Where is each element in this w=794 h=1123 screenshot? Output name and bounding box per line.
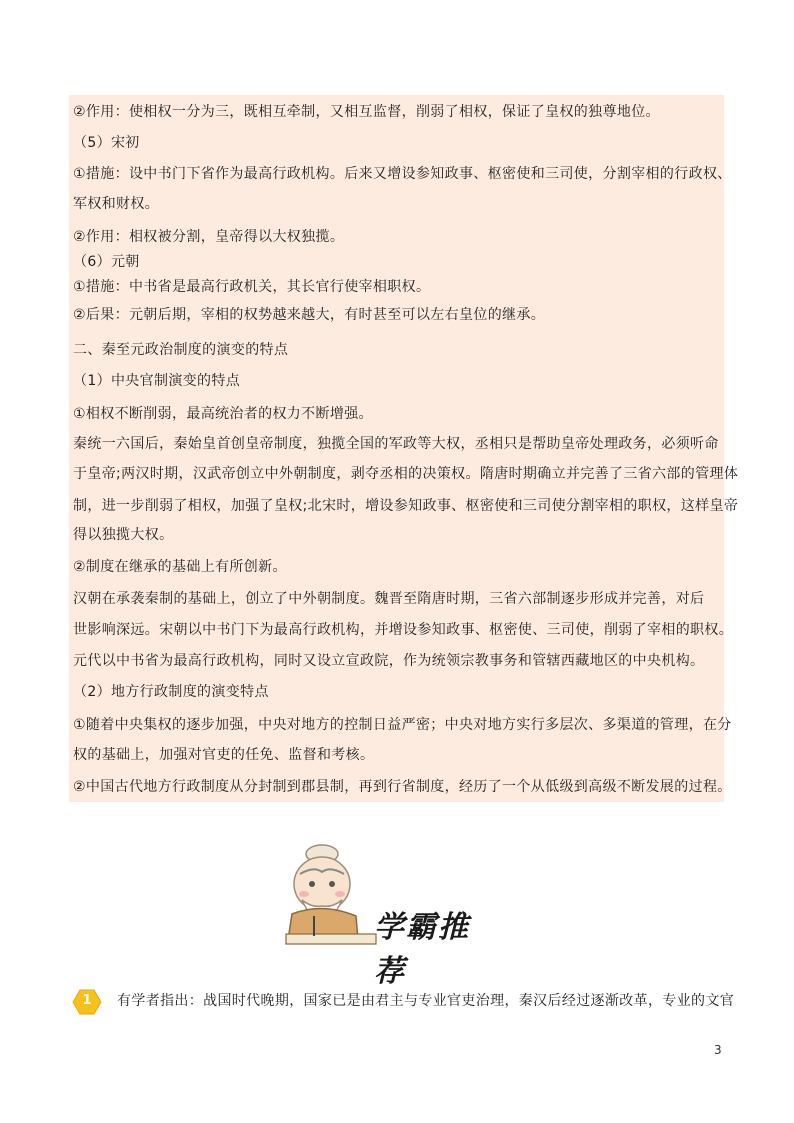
text-line: ①措施：设中书门下省作为最高行政机构。后来又增设参知政事、枢密使和三司使，分割宰相的行政权、 (73, 166, 732, 182)
subheading: （6）元朝 (73, 254, 140, 270)
text-line: 秦统一六国后，秦始皇首创皇帝制度，独揽全国的军政等大权，丞相只是帮助皇帝处理政务，必须听命 (73, 436, 719, 452)
subheading: （5）宋初 (73, 135, 140, 151)
text-line: 元代以中书省为最高行政机构，同时又设立宣政院，作为统领宗教事务和管辖西藏地区的中央机构。 (73, 653, 705, 669)
question-text: 有学者指出：战国时代晚期，国家已是由君主与专业官吏治理，秦汉后经过逐渐改革，专业的文官 (117, 993, 735, 1009)
text-line: 世影响深远。宋朝以中书门下为最高行政机构，并增设参知政事、枢密使、三司使，削弱了宰相的职权。 (73, 622, 734, 638)
text-line: 于皇帝;两汉时期，汉武帝创立中外朝制度，剥夺丞相的决策权。隋唐时期确立并完善了三省六部的管理体 (73, 466, 739, 482)
subheading: （1）中央官制演变的特点 (73, 373, 241, 389)
question-number-badge (72, 989, 102, 1015)
text-line: ①相权不断削弱，最高统治者的权力不断增强。 (73, 406, 373, 422)
text-line: 汉朝在承袭秦制的基础上，创立了中外朝制度。魏晋至隋唐时期，三省六部制逐步形成并完善，对后 (73, 591, 705, 607)
scholar-recommend-banner (284, 836, 494, 989)
question-number: 1 (82, 993, 92, 1008)
section-title: 学霸推荐 (374, 910, 470, 989)
text-line: ②制度在继承的基础上有所创新。 (73, 559, 287, 575)
text-line: 制，进一步削弱了相权，加强了皇权;北宋时，增设参知政事、枢密使和三司使分割宰相的职权，这样皇帝 (73, 498, 739, 514)
text-line: ②作用：使相权一分为三，既相互牵制，又相互监督，削弱了相权，保证了皇权的独尊地位。 (73, 104, 660, 120)
page-number: 3 (714, 1043, 722, 1057)
text-line: ②后果：元朝后期，宰相的权势越来越大，有时甚至可以左右皇位的继承。 (73, 307, 546, 323)
text-line: 军权和财权。 (73, 196, 160, 212)
text-line: 得以独揽大权。 (73, 527, 174, 543)
text-line: ①措施：中书省是最高行政机关，其长官行使宰相职权。 (73, 279, 431, 295)
text-line: 权的基础上，加强对官吏的任免、监督和考核。 (73, 747, 375, 763)
text-line: ①随着中央集权的逐步加强，中央对地方的控制日益严密；中央对地方实行多层次、多渠道的管理，在分 (73, 717, 732, 733)
section-heading: 二、秦至元政治制度的演变的特点 (73, 342, 289, 358)
text-line: ②作用：相权被分割，皇帝得以大权独揽。 (73, 229, 345, 245)
subheading: （2）地方行政制度的演变特点 (73, 684, 269, 700)
text-line: ②中国古代地方行政制度从分封制到郡县制，再到行省制度，经历了一个从低级到高级不断发展的过程。 (73, 779, 732, 795)
